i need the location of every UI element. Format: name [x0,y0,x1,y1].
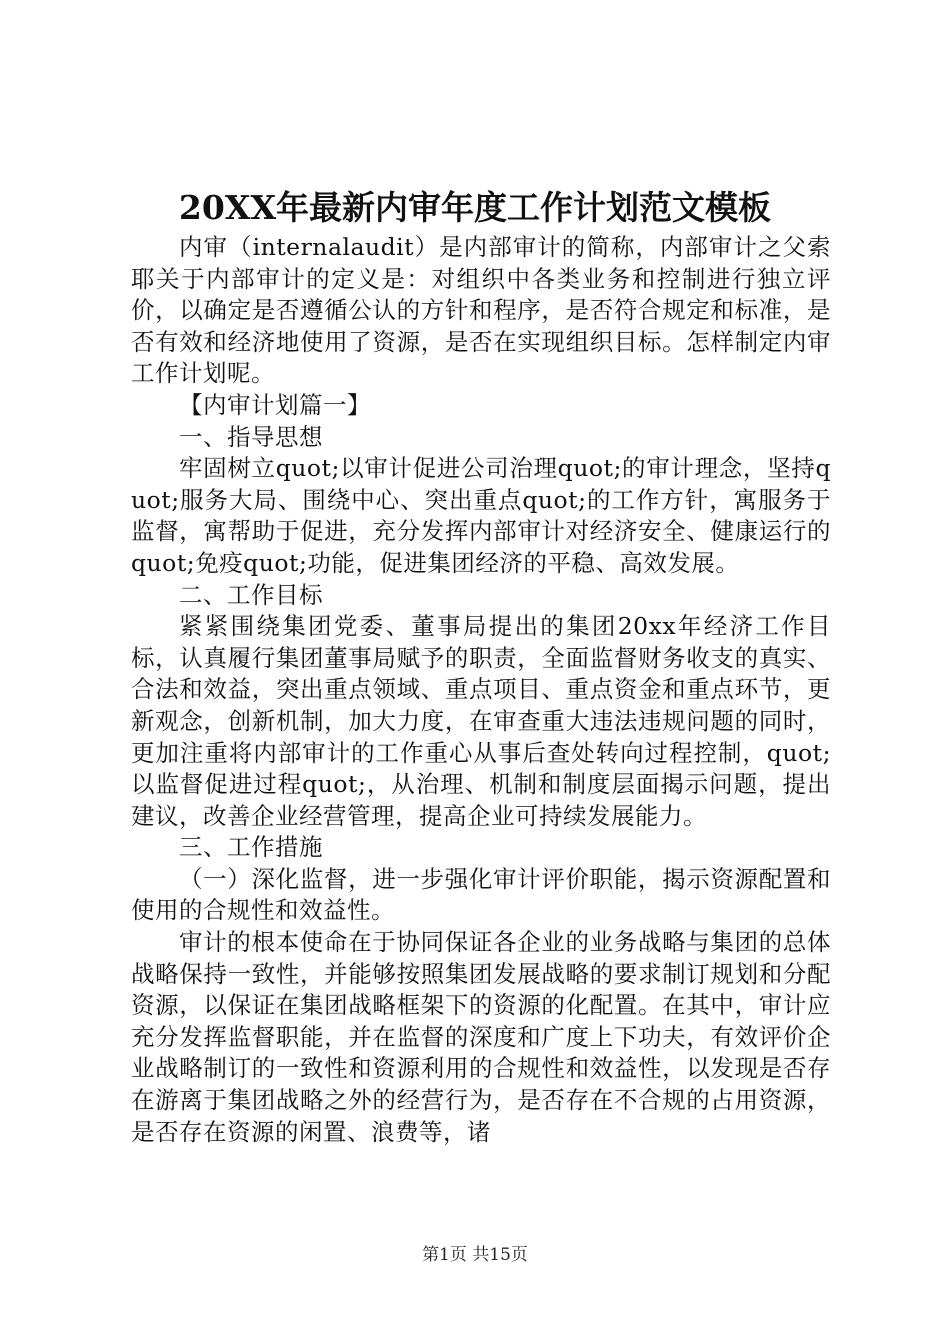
paragraph-audit-mission: 审计的根本使命在于协同保证各企业的业务战略与集团的总体战略保持一致性，并能够按照集团发展战略的要求制订规划和分配资源，以保证在集团战略框架下的资源的化配置。在其中，审计应充分发挥监督职能，并在监督的深度和广度上下功夫，有效评价企业战略制订的一致性和资源利用的合规性和效益性，以发现是否存在游离于集团战略之外的经营行为，是否存在不合规的占用资源，是否存在资源的闲置、浪费等，诸 [131,928,831,1146]
section-heading-guiding-thought: 一、指导思想 [179,422,323,451]
document-body [131,232,831,1148]
paragraph-measure-one: （一）深化监督，进一步强化审计评价职能，揭示资源配置和使用的合规性和效益性。 [131,864,831,925]
section-heading-work-measures: 三、工作措施 [179,833,323,862]
paragraph-guiding-thought: 牢固树立quot;以审计促进公司治理quot;的审计理念，坚持quot;服务大局、围绕中心、突出重点quot;的工作方针，寓服务于监督，寓帮助于促进，充分发挥内部审计对经济安全、健康运行的quot;免疫quot;功能，促进集团经济的平稳、高效发展。 [131,454,831,577]
document-title: 20XX年最新内审年度工作计划范文模板 [178,188,772,227]
page-footer: 第1页 共15页 [422,1245,528,1265]
paragraph-intro: 内审（internalaudit）是内部审计的简称，内部审计之父索耶关于内部审计的定义是：对组织中各类业务和控制进行独立评价，以确定是否遵循公认的方针和程序，是否符合规定和标准，是否有效和经济地使用了资源，是否在实现组织目标。怎样制定内审工作计划呢。 [131,233,831,388]
paragraph-work-goals: 紧紧围绕集团党委、董事局提出的集团20xx年经济工作目标，认真履行集团董事局赋予的职责，全面监督财务收支的真实、合法和效益，突出重点领域、重点项目、重点资金和重点环节，更新观念，创新机制，加大力度，在审查重大违法违规问题的同时，更加注重将内部审计的工作重心从事后查处转向过程控制，quot;以监督促进过程quot;，从治理、机制和制度层面揭示问题，提出建议，改善企业经营管理，提高企业可持续发展能力。 [131,612,831,830]
section-heading-work-goals: 二、工作目标 [179,580,323,609]
section-heading-plan-one: 【内审计划篇一】 [179,390,371,419]
